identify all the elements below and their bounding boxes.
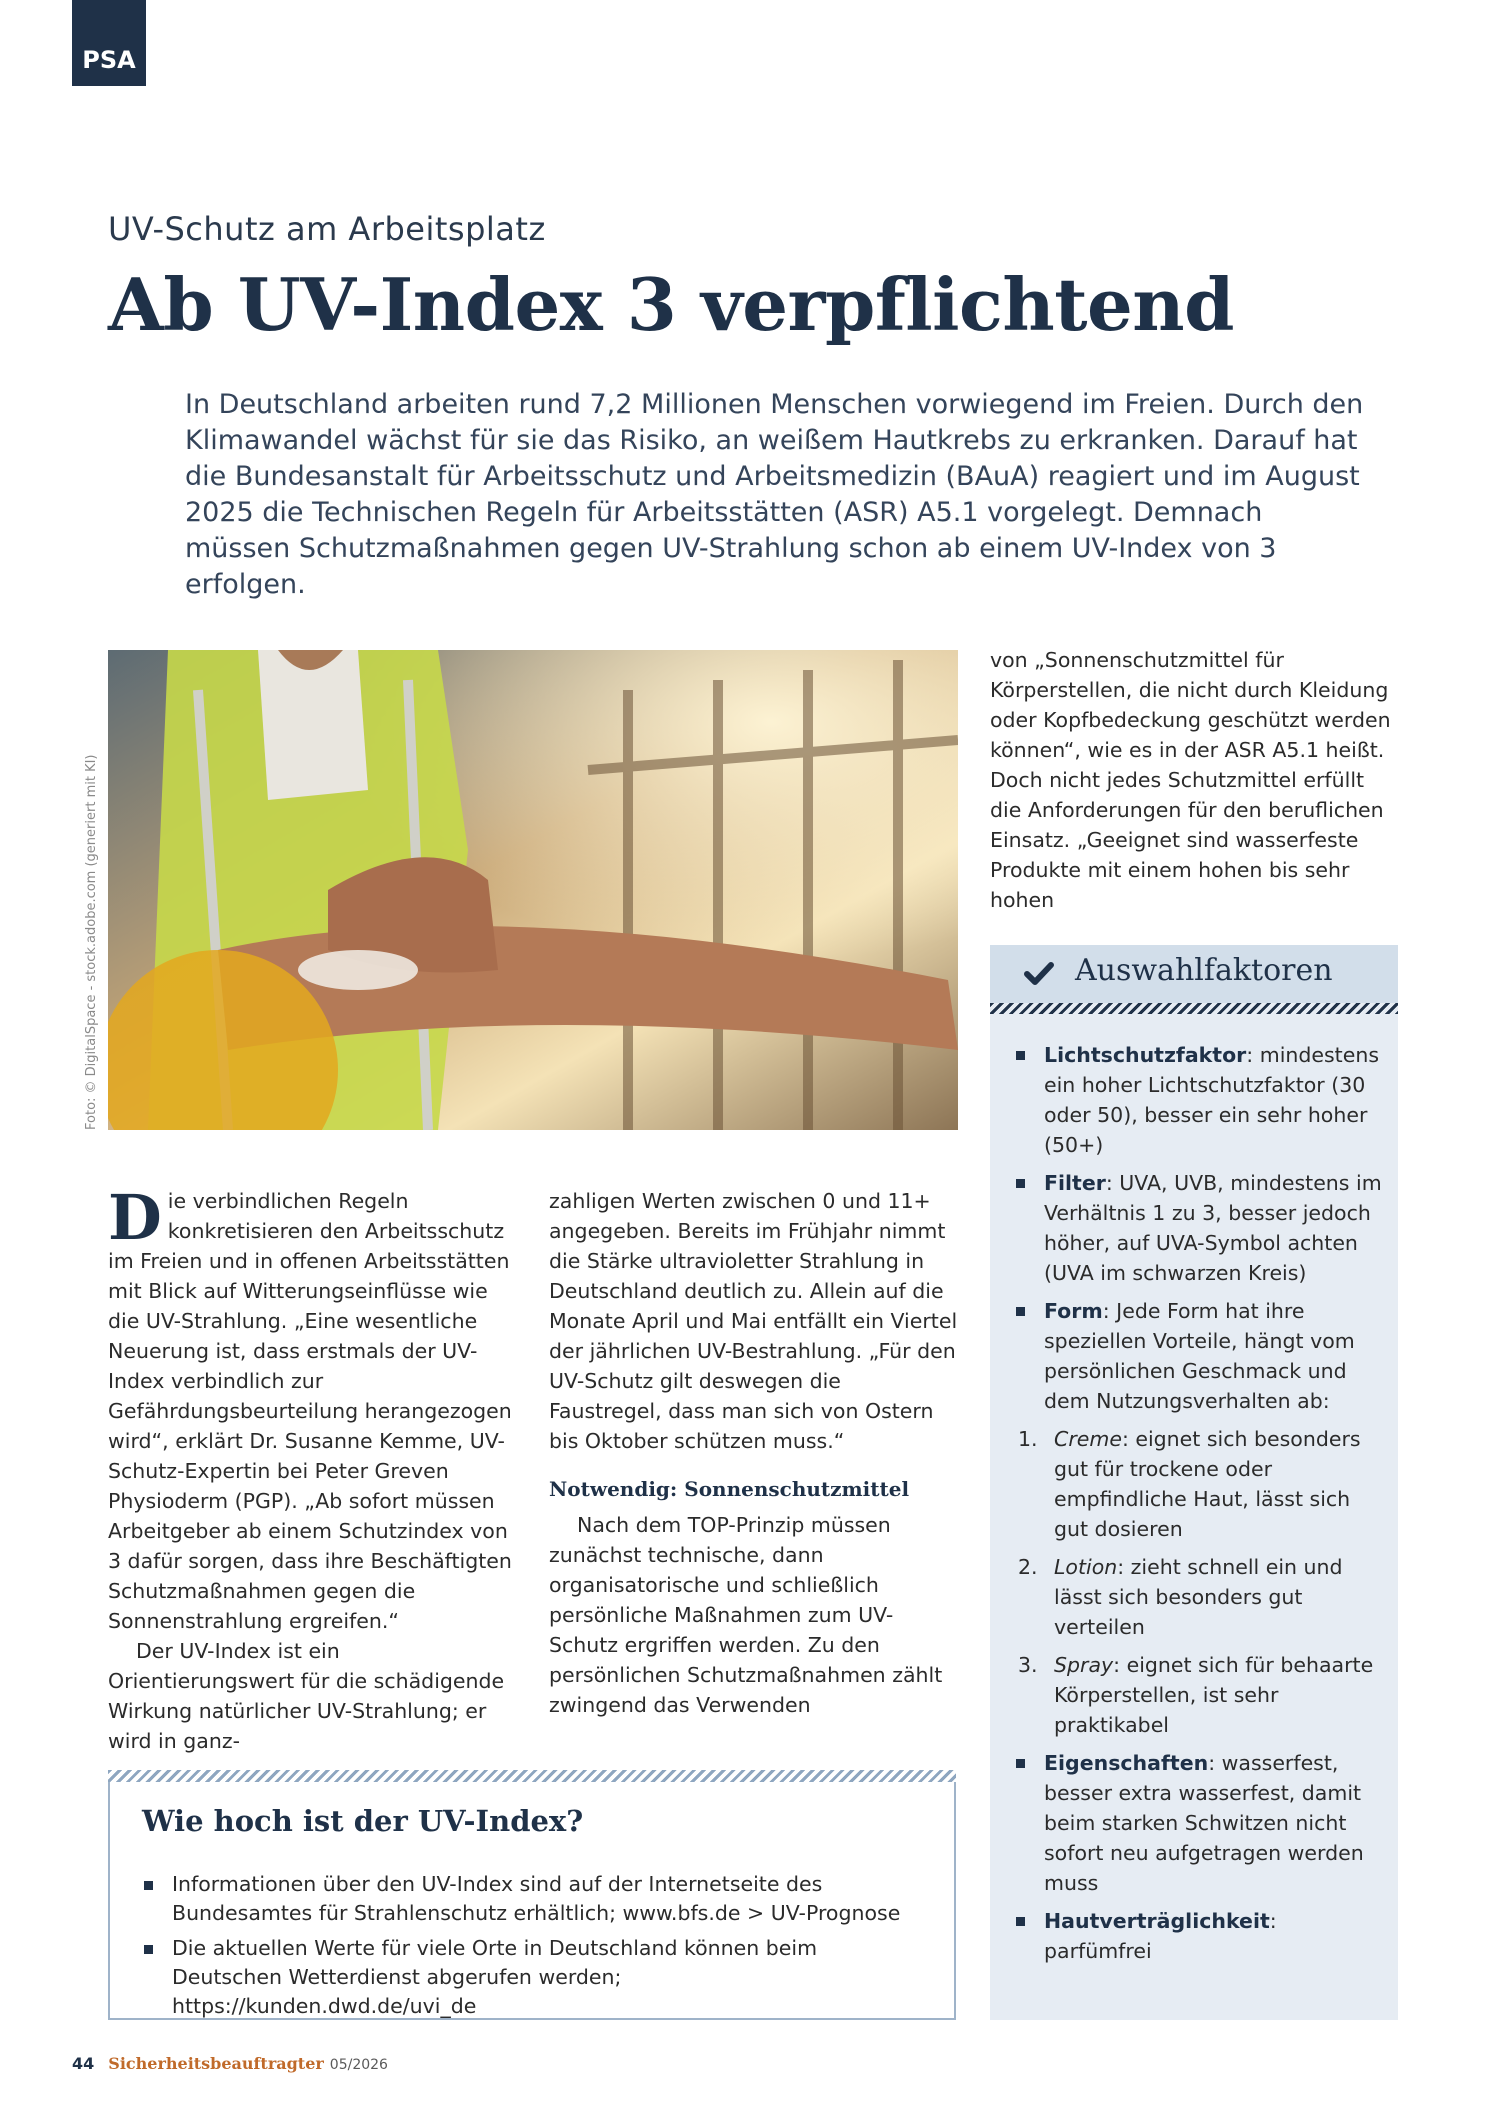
photo-illustration	[108, 650, 958, 1130]
list-item: Lichtschutzfaktor: mindestens ein hoher Lichtschutzfaktor (30 oder 50), besser ein sehr hoher (50+)	[1014, 1040, 1384, 1160]
divider-stripe	[990, 1003, 1398, 1014]
paragraph: von „Sonnenschutzmittel für Körperstellen, die nicht durch Kleidung oder Kopfbedeckung geschützt werden können“, wie es in der ASR A5.1 heißt. Doch nicht jedes Schutzmittel erfüllt die Anforderungen für den beruflichen Einsatz. „Geeignet sind wasserfeste Produkte mit einem hohen bis sehr hohen	[990, 648, 1391, 912]
form-item: 2. Lotion: zieht schnell ein und lässt sich besonders gut verteilen	[1018, 1555, 1343, 1639]
body-column-3	[990, 645, 1395, 915]
checkmark-icon	[1024, 961, 1054, 987]
uv-index-infobox	[108, 1770, 956, 2020]
list-item: Form: Jede Form hat ihre speziellen Vorteile, hängt vom persönlichen Geschmack und dem Nutzungsverhalten ab:	[1014, 1296, 1384, 1416]
factor-list	[1014, 1040, 1384, 1974]
subheading: Notwendig: Sonnenschutzmittel	[549, 1477, 910, 1501]
page-number: 44	[72, 2054, 95, 2073]
magazine-name: Sicherheitsbeauftragter	[108, 2054, 324, 2073]
issue-number: 05/2026	[329, 2057, 388, 2073]
divider-stripe	[108, 1770, 956, 1782]
list-item: Eigenschaften: wasserfest, besser extra wasserfest, damit beim starken Schwitzen nicht sofort neu aufgetragen werden muss	[1014, 1748, 1384, 1898]
section-tag: PSA	[72, 0, 146, 86]
sidebar-title: Auswahlfaktoren	[1075, 953, 1333, 988]
form-item: 1. Creme: eignet sich besonders gut für trockene oder empfindliche Haut, lässt sich gut dosieren	[1018, 1427, 1361, 1541]
list-item: Filter: UVA, UVB, mindestens im Verhältnis 1 zu 3, besser jedoch höher, auf UVA-Symbol achten (UVA im schwarzen Kreis)	[1014, 1168, 1384, 1288]
body-column-1	[108, 1181, 518, 1756]
dropcap: D	[108, 1181, 162, 1254]
paragraph-uv-index-cont: zahligen Werten zwischen 0 und 11+ angegeben. Bereits im Frühjahr nimmt die Stärke ultravioletter Strahlung in Deutschland deutlich zu. Allein auf die Monate April und Mai entfällt ein Viertel der jährlichen UV-Bestrahlung. „Für den UV-Schutz gilt deswegen die Faustregel, dass man sich von Ostern bis Oktober schützen muss.“	[549, 1189, 958, 1453]
paragraph-uv-index-start: Der UV-Index ist ein Orientierungswert für die schädigende Wirkung natürlicher UV-Strahlung; er wird in ganz-	[108, 1639, 505, 1753]
paragraph	[108, 1181, 518, 1636]
infobox-title: Wie hoch ist der UV-Index?	[142, 1804, 584, 1838]
form-item: 3. Spray: eignet sich für behaarte Körperstellen, ist sehr praktikabel	[1018, 1653, 1374, 1737]
sidebar-header	[990, 945, 1398, 1003]
list-item: Die aktuellen Werte für viele Orte in Deutschland können beim Deutschen Wetterdienst abgerufen werden; https://kunden.dwd.de/uvi_de	[142, 1934, 922, 2021]
infobox-list	[142, 1870, 922, 2027]
list-item: Informationen über den UV-Index sind auf der Internetseite des Bundesamtes für Strahlenschutz erhältlich; www.bfs.de > UV-Prognose	[142, 1870, 922, 1928]
photo-credit: Foto: © DigitalSpace - stock.adobe.com (generiert mit KI)	[84, 754, 99, 1130]
article-photo	[108, 650, 958, 1130]
sidebar-box	[990, 945, 1398, 2020]
article-kicker: UV-Schutz am Arbeitsplatz	[108, 210, 546, 248]
list-item: Hautverträglichkeit: parfümfrei	[1014, 1906, 1384, 1966]
page-footer	[72, 2054, 388, 2073]
paragraph-text: ie verbindlichen Regeln konkretisieren den Arbeitsschutz im Freien und in offenen Arbeitsstätten mit Blick auf Witterungseinflüsse wie die UV-Strahlung. „Eine wesentliche Neuerung ist, dass erstmals der UV-Index verbindlich zur Gefährdungsbeurteilung herangezogen wird“, erklärt Dr. Susanne Kemme, UV-Schutz-Expertin bei Peter Greven Physioderm (PGP). „Ab sofort müssen Arbeitgeber ab einem Schutzindex von 3 dafür sorgen, dass ihre Beschäftigten Schutzmaßnahmen gegen die Sonnenstrahlung ergreifen.“	[108, 1189, 512, 1633]
article-lead: In Deutschland arbeiten rund 7,2 Millionen Menschen vorwiegend im Freien. Durch den Klimawandel wächst für sie das Risiko, an weißem Hautkrebs zu erkranken. Darauf hat die Bundesanstalt für Arbeitsschutz und Arbeitsmedizin (BAuA) reagiert und im August 2025 die Technischen Regeln für Arbeitsstätten (ASR) A5.1 vorgelegt. Demnach müssen Schutzmaßnahmen gegen UV-Strahlung schon ab einem UV-Index von 3 erfolgen.	[185, 389, 1364, 600]
article-title: Ab UV-Index 3 verpflichtend	[108, 262, 1234, 347]
paragraph: Nach dem TOP-Prinzip müssen zunächst technische, dann organisatorische und schließlich persönliche Maßnahmen zum UV-Schutz ergriffen werden. Zu den persönlichen Schutzmaßnahmen zählt zwingend das Verwenden	[549, 1513, 943, 1717]
body-column-2	[549, 1186, 959, 1720]
